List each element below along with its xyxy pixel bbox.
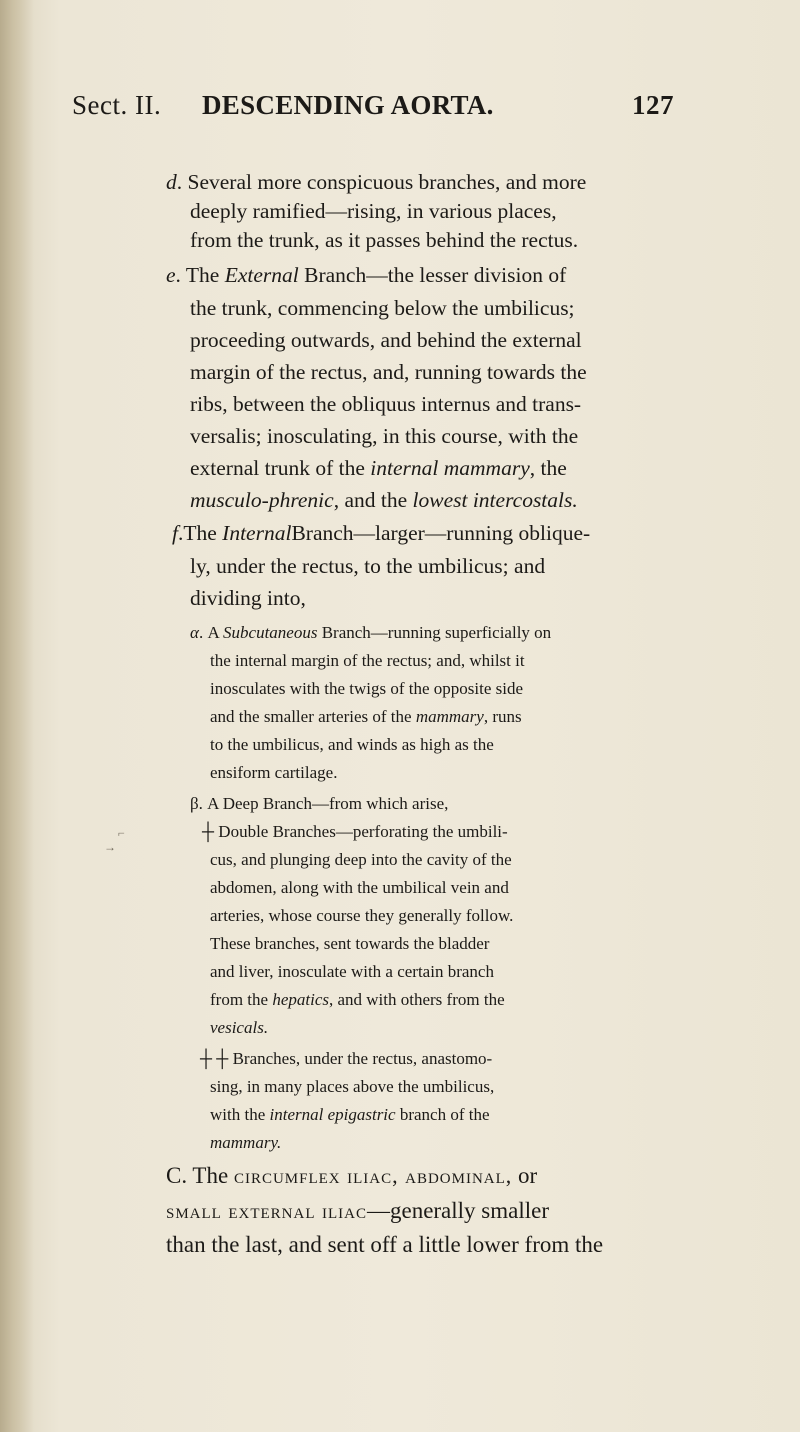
text-segment: Branch—running superficially on — [317, 623, 552, 642]
text-segment: e — [166, 263, 176, 287]
text-segment: the internal margin of the rectus; and, whilst it — [210, 651, 525, 670]
text-segment: abdomen, along with the umbilical vein and — [210, 878, 509, 897]
text-segment: , and with others from the — [328, 990, 505, 1009]
text-segment: than the last, and sent off a little lower from the — [166, 1232, 604, 1257]
text-segment: hepatics — [272, 990, 329, 1009]
text-segment: , and the — [333, 488, 413, 512]
text-line — [190, 426, 578, 448]
text-line — [190, 588, 306, 610]
text-line — [190, 795, 448, 812]
text-segment: ┼ ┼ Branches, under the rectus, anastomo- — [200, 1049, 493, 1068]
text-line — [190, 490, 578, 512]
text-segment: C. The — [166, 1163, 234, 1188]
text-line — [210, 851, 512, 868]
text-line — [166, 172, 586, 194]
text-segment: with the — [210, 1105, 270, 1124]
text-segment: mammary — [415, 707, 484, 726]
text-line — [210, 764, 337, 781]
text-segment: margin of the rectus, and, running towards the — [190, 360, 587, 384]
text-segment: dividing into, — [190, 586, 306, 610]
section-label: Sect. II. — [72, 90, 162, 120]
chapter-title: DESCENDING AORTA. — [202, 90, 494, 120]
text-segment: ┼ Double Branches—perforating the umbili- — [202, 822, 508, 841]
margin-pencil-mark: ⌐ — [118, 826, 125, 840]
text-line — [190, 330, 582, 352]
text-segment: and liver, inosculate with a certain branch — [210, 962, 494, 981]
text-segment: , runs — [483, 707, 522, 726]
text-segment: . The — [175, 263, 225, 287]
text-line — [190, 298, 575, 320]
text-line — [210, 879, 509, 896]
text-segment: from the trunk, as it passes behind the rectus. — [190, 228, 579, 252]
text-segment: f — [172, 521, 178, 545]
text-segment: branch of the — [395, 1105, 490, 1124]
text-segment: inosculates with the twigs of the opposite side — [210, 679, 524, 698]
text-segment: circumflex iliac, abdominal, — [233, 1163, 513, 1188]
text-line — [202, 823, 508, 840]
text-line — [190, 201, 557, 223]
text-segment: .The — [177, 521, 223, 545]
text-segment: or — [512, 1163, 538, 1188]
text-line — [190, 556, 545, 578]
text-segment: . A — [198, 623, 224, 642]
text-segment: internal epigastric — [269, 1105, 396, 1124]
text-line — [190, 362, 587, 384]
text-line — [210, 708, 522, 725]
text-line — [210, 652, 525, 669]
text-segment: β. A Deep Branch—from which arise, — [190, 794, 449, 813]
text-line — [166, 1199, 549, 1222]
text-segment: vesicals. — [210, 1018, 269, 1037]
text-segment: to the umbilicus, and winds as high as the — [210, 735, 494, 754]
text-segment: external trunk of the — [190, 456, 371, 480]
text-segment: and the smaller arteries of the — [210, 707, 416, 726]
text-segment: cus, and plunging deep into the cavity of the — [210, 850, 512, 869]
text-line — [210, 1134, 281, 1151]
text-line — [166, 1164, 537, 1187]
margin-arrow-mark: → — [104, 840, 116, 854]
text-segment: Branch—larger—running oblique- — [291, 521, 591, 545]
text-line — [190, 230, 578, 252]
text-segment: lowest intercostals. — [412, 488, 578, 512]
text-line — [210, 963, 494, 980]
text-line — [210, 907, 513, 924]
text-line — [190, 458, 567, 480]
text-segment: —generally smaller — [366, 1198, 549, 1223]
text-line — [210, 1019, 268, 1036]
text-segment: musculo-phrenic — [190, 488, 334, 512]
text-line — [210, 736, 494, 753]
text-line — [172, 523, 590, 545]
text-line — [166, 265, 566, 287]
text-segment: the trunk, commencing below the umbilicus; — [190, 296, 575, 320]
text-segment: External — [224, 263, 299, 287]
text-segment: . Several more conspicuous branches, and more — [176, 170, 587, 194]
text-segment: internal mammary — [370, 456, 530, 480]
text-segment: from the — [210, 990, 273, 1009]
text-line — [210, 680, 523, 697]
text-segment: proceeding outwards, and behind the external — [190, 328, 582, 352]
text-segment: , the — [529, 456, 567, 480]
text-line — [210, 935, 489, 952]
text-segment: Branch—the lesser division of — [298, 263, 567, 287]
text-line — [200, 1050, 492, 1067]
text-segment: arteries, whose course they generally follow. — [210, 906, 514, 925]
text-line — [166, 1233, 603, 1256]
text-segment: Subcutaneous — [223, 623, 318, 642]
page-number: 127 — [632, 90, 674, 120]
text-segment: ribs, between the obliquus internus and trans- — [190, 392, 582, 416]
text-segment: These branches, sent towards the bladder — [210, 934, 490, 953]
text-line — [190, 624, 551, 641]
text-segment: ensiform cartilage. — [210, 763, 338, 782]
text-segment: sing, in many places above the umbilicus, — [210, 1077, 495, 1096]
text-segment: versalis; inosculating, in this course, with the — [190, 424, 579, 448]
text-line — [210, 991, 505, 1008]
text-segment: Internal — [222, 521, 292, 545]
text-line — [190, 394, 581, 416]
text-segment: small external iliac — [166, 1198, 367, 1223]
text-segment: ly, under the rectus, to the umbilicus; and — [190, 554, 546, 578]
text-segment: α — [190, 623, 199, 642]
text-segment: mammary. — [210, 1133, 282, 1152]
text-segment: d — [166, 170, 177, 194]
text-line — [210, 1078, 494, 1095]
text-segment: deeply ramified—rising, in various places, — [190, 199, 557, 223]
text-line — [210, 1106, 490, 1123]
